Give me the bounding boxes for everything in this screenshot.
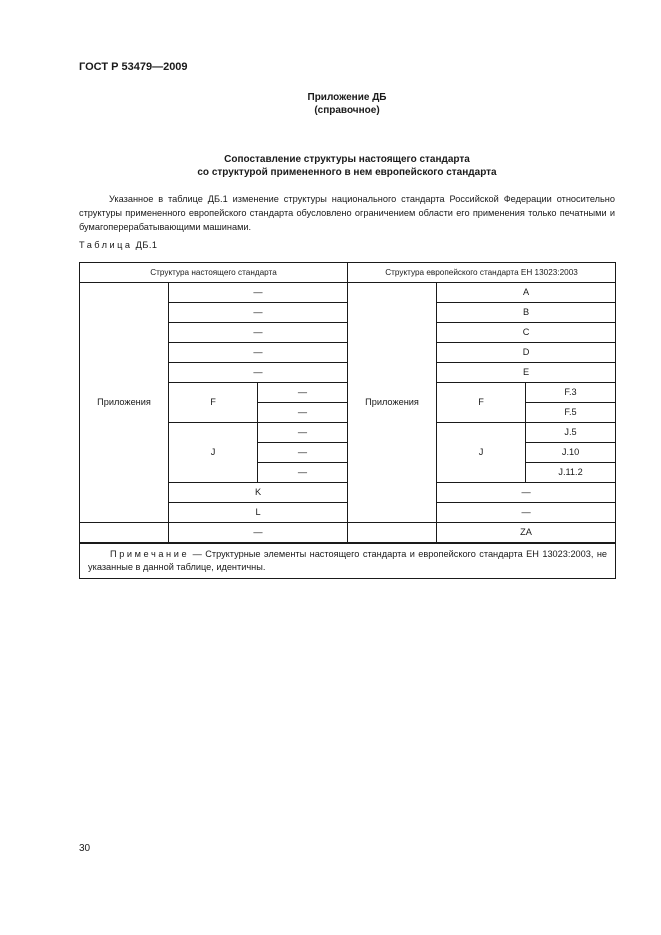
note-text: — Структурные элементы настоящего стандарта и европейского стандарта ЕН 13023:2003, не указанные в данной таблице, идентичны. (88, 549, 608, 572)
left-f-label: F (169, 383, 258, 423)
table-note (80, 543, 616, 579)
section-title-line1: Сопоставление структуры настоящего стандарта (224, 154, 470, 165)
table-header-row (80, 263, 616, 283)
document-code: ГОСТ Р 53479—2009 (79, 61, 188, 73)
right-cell: C (437, 323, 616, 343)
right-f-sub: F.5 (526, 403, 616, 423)
left-spacer (80, 523, 169, 544)
right-f-label: F (437, 383, 526, 423)
left-cell: — (169, 363, 348, 383)
note-heading: Примечание (110, 549, 190, 559)
right-j-sub: J.5 (526, 423, 616, 443)
section-title (0, 153, 661, 179)
left-f-sub: — (258, 383, 348, 403)
right-j-sub: J.10 (526, 443, 616, 463)
right-cell: — (437, 503, 616, 523)
left-cell: — (169, 283, 348, 303)
intro-paragraph: Указанное в таблице ДБ.1 изменение структуры национального стандарта Российской Федерации относительно структуры примененного европейского стандарта обусловлено ограничением области его применения только печатными и бумагоперерабатывающими машинами. (79, 194, 615, 232)
right-cell: — (437, 483, 616, 503)
right-cell: D (437, 343, 616, 363)
appendix-subtitle: (справочное) (314, 105, 380, 116)
right-cell: ZA (437, 523, 616, 544)
right-j-label: J (437, 423, 526, 483)
table-caption-word: Таблица (79, 240, 133, 250)
right-cell: E (437, 363, 616, 383)
left-j-label: J (169, 423, 258, 483)
left-j-sub: — (258, 423, 348, 443)
left-cell: — (169, 343, 348, 363)
header-left: Структура настоящего стандарта (80, 263, 348, 283)
left-j-sub: — (258, 463, 348, 483)
page-number: 30 (79, 843, 91, 854)
table-row (80, 283, 616, 303)
left-cell: L (169, 503, 348, 523)
appendix-title: Приложение ДБ (307, 92, 387, 103)
left-j-sub: — (258, 443, 348, 463)
right-cell: B (437, 303, 616, 323)
left-cell: — (169, 323, 348, 343)
header-right: Структура европейского стандарта ЕН 13023:2003 (348, 263, 616, 283)
table-caption-number: ДБ.1 (135, 240, 158, 250)
group-label-right: Приложения (348, 283, 437, 523)
group-label-left: Приложения (80, 283, 169, 523)
table-note-row (80, 543, 616, 579)
comparison-table (79, 262, 616, 579)
left-f-sub: — (258, 403, 348, 423)
left-cell: K (169, 483, 348, 503)
right-cell: A (437, 283, 616, 303)
table-caption (79, 240, 158, 250)
left-cell: — (169, 303, 348, 323)
left-cell: — (169, 523, 348, 544)
table-row (80, 523, 616, 544)
right-j-sub: J.11.2 (526, 463, 616, 483)
right-spacer (348, 523, 437, 544)
appendix-heading (0, 91, 661, 117)
right-f-sub: F.3 (526, 383, 616, 403)
section-title-line2: со структурой примененного в нем европейского стандарта (197, 167, 497, 178)
